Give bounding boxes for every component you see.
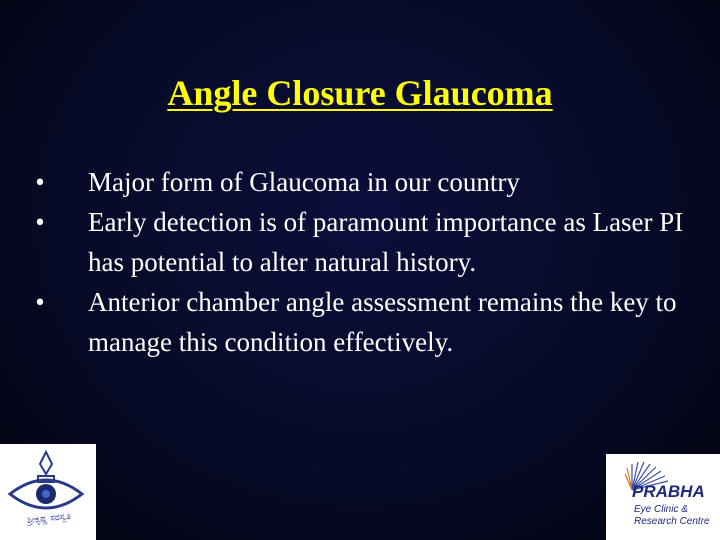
bullet-text: Anterior chamber angle assessment remains the key to manage this condition effectively. xyxy=(88,287,677,357)
logo-script-text: ಶ್ರೀಕೃಷ್ಣ ಸರಸ್ವತಿ xyxy=(26,511,72,527)
bullet-marker: • xyxy=(35,287,45,317)
brand-line-2: Research Centre xyxy=(634,516,710,527)
bullet-marker: • xyxy=(35,207,45,237)
bullet-list xyxy=(28,162,688,362)
brand-line-1: Eye Clinic & xyxy=(634,504,688,515)
brand-name: PRABHA xyxy=(632,482,705,501)
bullet-text: Early detection is of paramount importance as Laser PI has potential to alter natural history. xyxy=(88,207,684,277)
bullet-text: Major form of Glaucoma in our country xyxy=(88,167,520,197)
brand-subtitle xyxy=(634,504,710,528)
bullet-item xyxy=(28,162,688,202)
slide-title: Angle Closure Glaucoma xyxy=(167,73,553,113)
right-logo xyxy=(606,454,720,540)
bullet-item xyxy=(28,202,688,282)
bullet-marker: • xyxy=(35,167,45,197)
left-logo xyxy=(0,444,96,540)
bullet-item xyxy=(28,282,688,362)
